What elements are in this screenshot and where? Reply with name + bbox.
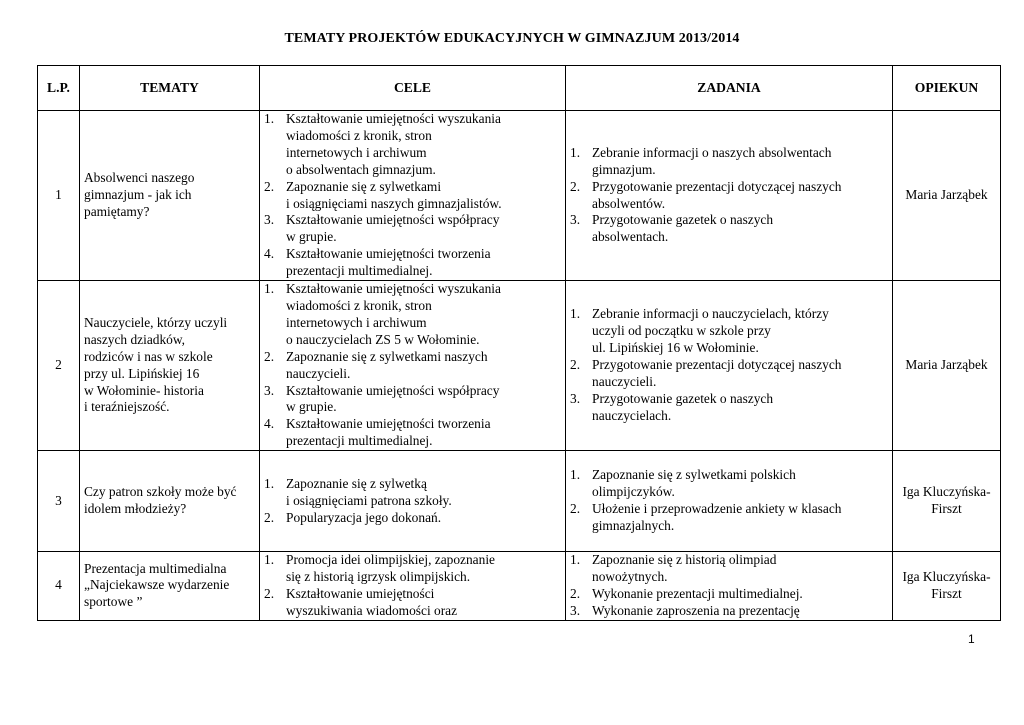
item-number: 1. bbox=[570, 306, 581, 322]
item-text: Zebranie informacji o naszych absolwentach gimnazjum. bbox=[592, 144, 832, 177]
list-item bbox=[570, 467, 888, 501]
row-number: 1 bbox=[38, 111, 80, 281]
list-item bbox=[264, 111, 561, 179]
item-text: Wykonanie prezentacji multimedialnej. bbox=[592, 585, 803, 601]
list-item bbox=[264, 281, 561, 349]
item-number: 1. bbox=[264, 552, 275, 568]
item-number: 1. bbox=[570, 467, 581, 483]
item-text: Zapoznanie się z sylwetkami polskich olimpijczyków. bbox=[592, 467, 796, 500]
list-item bbox=[570, 391, 888, 425]
item-text: Zapoznanie się z historią olimpiad nowożytnych. bbox=[592, 552, 777, 585]
header-cele: CELE bbox=[260, 66, 566, 111]
table-row bbox=[38, 451, 1001, 552]
header-opiekun: OPIEKUN bbox=[893, 66, 1001, 111]
list-item bbox=[570, 357, 888, 391]
tasks-list bbox=[570, 552, 888, 620]
goals-cell bbox=[260, 451, 566, 552]
list-item bbox=[264, 476, 561, 510]
header-tematy: TEMATY bbox=[80, 66, 260, 111]
item-number: 3. bbox=[264, 382, 275, 398]
item-text: Przygotowanie prezentacji dotyczącej naszych nauczycieli. bbox=[592, 357, 842, 390]
row-number: 3 bbox=[38, 451, 80, 552]
item-number: 2. bbox=[264, 178, 275, 194]
item-number: 3. bbox=[570, 390, 581, 406]
row-number: 4 bbox=[38, 552, 80, 621]
list-item bbox=[264, 416, 561, 450]
list-item bbox=[570, 552, 888, 586]
item-text: Zapoznanie się z sylwetkami i osiągnięciami naszych gimnazjalistów. bbox=[286, 178, 502, 211]
list-item bbox=[570, 603, 888, 620]
tasks-cell bbox=[566, 111, 893, 281]
item-text: Kształtowanie umiejętności wyszukania wiadomości z kronik, stron internetowych i archiwum o absolwentach gimnazjum. bbox=[286, 111, 501, 177]
list-item bbox=[264, 349, 561, 383]
tasks-cell bbox=[566, 281, 893, 451]
item-number: 3. bbox=[264, 212, 275, 228]
topic-cell: Prezentacja multimedialna „Najciekawsze wydarzenie sportowe ” bbox=[80, 552, 260, 621]
header-row bbox=[38, 66, 1001, 111]
goals-list bbox=[264, 281, 561, 450]
item-number: 4. bbox=[264, 416, 275, 432]
list-item bbox=[264, 586, 561, 620]
list-item bbox=[264, 246, 561, 280]
item-text: Przygotowanie gazetek o naszych nauczycielach. bbox=[592, 390, 774, 423]
list-item bbox=[570, 145, 888, 179]
item-text: Zebranie informacji o nauczycielach, którzy uczyli od początku w szkole przy ul. Lipińskiej 16 w Wołominie. bbox=[592, 306, 829, 356]
item-text: Przygotowanie gazetek o naszych absolwentach. bbox=[592, 212, 774, 245]
tasks-cell bbox=[566, 451, 893, 552]
list-item bbox=[570, 212, 888, 246]
supervisor-cell: Maria Jarząbek bbox=[893, 281, 1001, 451]
list-item bbox=[264, 383, 561, 417]
item-text: Kształtowanie umiejętności wyszukania wiadomości z kronik, stron internetowych i archiwum o nauczycielach ZS 5 w Wołominie. bbox=[286, 281, 501, 347]
item-text: Wykonanie zaproszenia na prezentację bbox=[592, 602, 800, 618]
item-text: Kształtowanie umiejętności współpracy w grupie. bbox=[286, 382, 500, 415]
list-item bbox=[264, 212, 561, 246]
item-number: 2. bbox=[570, 178, 581, 194]
list-item bbox=[570, 306, 888, 357]
tasks-list bbox=[570, 145, 888, 246]
row-number: 2 bbox=[38, 281, 80, 451]
tasks-list bbox=[570, 306, 888, 424]
topic-cell: Nauczyciele, którzy uczyli naszych dziadków, rodziców i nas w szkole przy ul. Lipińskiej 16 w Wołominie- historia i teraźniejszość. bbox=[80, 281, 260, 451]
item-number: 3. bbox=[570, 602, 581, 618]
item-number: 4. bbox=[264, 246, 275, 262]
goals-list bbox=[264, 476, 561, 527]
tasks-list bbox=[570, 467, 888, 535]
list-item bbox=[264, 552, 561, 586]
tasks-cell bbox=[566, 552, 893, 621]
list-item bbox=[264, 179, 561, 213]
goals-cell bbox=[260, 111, 566, 281]
goals-list bbox=[264, 552, 561, 620]
supervisor-cell: Iga Kluczyńska- Firszt bbox=[893, 552, 1001, 621]
item-text: Kształtowanie umiejętności tworzenia prezentacji multimedialnej. bbox=[286, 246, 491, 279]
list-item bbox=[264, 510, 561, 527]
item-text: Promocja idei olimpijskiej, zapoznanie się z historią igrzysk olimpijskich. bbox=[286, 552, 495, 585]
goals-cell bbox=[260, 552, 566, 621]
page-number: 1 bbox=[968, 632, 975, 646]
item-number: 1. bbox=[264, 111, 275, 126]
item-number: 2. bbox=[264, 348, 275, 364]
list-item bbox=[570, 586, 888, 603]
item-number: 2. bbox=[264, 585, 275, 601]
topic-cell: Absolwenci naszego gimnazjum - jak ich pamiętamy? bbox=[80, 111, 260, 281]
projects-table bbox=[37, 65, 1001, 621]
table-row bbox=[38, 552, 1001, 621]
item-number: 2. bbox=[570, 357, 581, 373]
item-number: 1. bbox=[264, 475, 275, 491]
item-number: 2. bbox=[570, 501, 581, 517]
supervisor-cell: Maria Jarząbek bbox=[893, 111, 1001, 281]
item-text: Kształtowanie umiejętności współpracy w grupie. bbox=[286, 212, 500, 245]
item-number: 1. bbox=[570, 552, 581, 568]
goals-cell bbox=[260, 281, 566, 451]
document-title: TEMATY PROJEKTÓW EDUKACYJNYCH W GIMNAZJUM 2013/2014 bbox=[284, 31, 740, 46]
list-item bbox=[570, 179, 888, 213]
table-row bbox=[38, 281, 1001, 451]
item-number: 1. bbox=[570, 144, 581, 160]
item-number: 1. bbox=[264, 281, 275, 297]
topic-cell: Czy patron szkoły może być idolem młodzieży? bbox=[80, 451, 260, 552]
item-text: Popularyzacja jego dokonań. bbox=[286, 509, 442, 525]
item-text: Zapoznanie się z sylwetką i osiągnięciami patrona szkoły. bbox=[286, 475, 452, 508]
item-text: Przygotowanie prezentacji dotyczącej naszych absolwentów. bbox=[592, 178, 842, 211]
goals-list bbox=[264, 111, 561, 280]
header-lp: L.P. bbox=[38, 66, 80, 111]
header-zadania: ZADANIA bbox=[566, 66, 893, 111]
list-item bbox=[570, 501, 888, 535]
item-text: Kształtowanie umiejętności tworzenia prezentacji multimedialnej. bbox=[286, 416, 491, 449]
item-text: Kształtowanie umiejętności wyszukiwania wiadomości oraz bbox=[286, 585, 458, 618]
table-row bbox=[38, 111, 1001, 281]
item-number: 2. bbox=[570, 585, 581, 601]
item-text: Zapoznanie się z sylwetkami naszych nauczycieli. bbox=[286, 348, 488, 381]
item-number: 3. bbox=[570, 212, 581, 228]
supervisor-cell: Iga Kluczyńska- Firszt bbox=[893, 451, 1001, 552]
item-number: 2. bbox=[264, 509, 275, 525]
item-text: Ułożenie i przeprowadzenie ankiety w klasach gimnazjalnych. bbox=[592, 501, 842, 534]
